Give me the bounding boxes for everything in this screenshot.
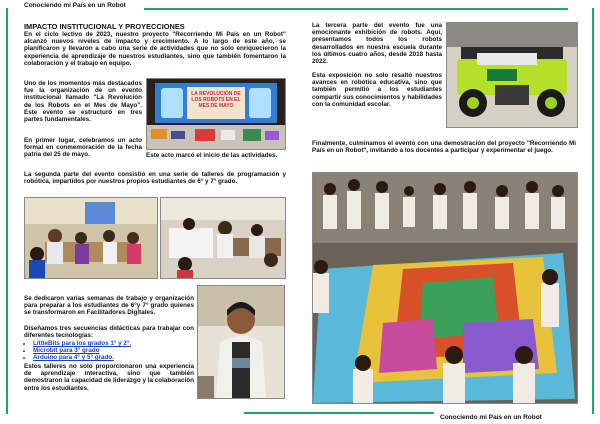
link-arduino[interactable]: • Arduino para 4° y 5° grado.: [33, 354, 203, 361]
robot-photo: [446, 22, 578, 128]
event-paragraph: Uno de los momentos más destacados fue la organización de un evento institucional llamado "La Revolución de los Robots en el Mes de Mayo". Este evento se estructuró en tres partes fundamentales.: [24, 80, 142, 124]
right-border: [592, 8, 594, 414]
first-part-paragraph: [24, 137, 142, 159]
footer-rule: [244, 412, 434, 414]
first-part-continued: Este acto marcó el inicio de las actividades.: [146, 152, 278, 159]
event-banner-illustration: [147, 79, 285, 149]
link-microbit[interactable]: • Microbit para 3° grado: [33, 347, 203, 354]
student-photo: [197, 285, 285, 399]
left-border: [6, 8, 8, 414]
closing-paragraph: Estos talleres no solo proporcionaron una experiencia de aprendizaje interactiva, sino que también demostraron la capacidad de liderazgo y la colaboración entre los estudiantes.: [24, 363, 194, 392]
exposition-paragraph: Esta exposición no solo resaltó nuestros avances en robótica educativa, sino que también permitió a los estudiantes compartir sus conocimientos y habilidades con la comunidad escolar.: [312, 72, 442, 108]
workshop-photo-2: [160, 197, 286, 279]
section-heading: IMPACTO INSTITUCIONAL Y PROYECCIONES: [24, 22, 185, 31]
intro-paragraph: En el ciclo lectivo de 2023, nuestro proyecto "Recorriendo Mi País en un Robot" alcanzó nuevos niveles de impacto y crecimiento. A lo largo de este año, se planificaron y llevaron a cabo una serie de actividades que no solo enriquecieron la experiencia de aprendizaje de nuestros estudiantes, sino que también fomentaron la colaboración y el trabajo en equipo.: [24, 31, 286, 67]
map-game-photo: [312, 172, 578, 404]
first-part-text: En primer lugar, celebramos un acto formal en conmemoración de la fecha patria del 25 de mayo.: [24, 137, 142, 159]
banner-text: LA REVOLUCIÓN DE LOS ROBOTS EN EL MES DE MAYO: [191, 91, 241, 109]
workshop-photo-1: [24, 197, 158, 279]
final-paragraph: Finalmente, culminamos el evento con una demostración del proyecto "Recorriendo Mi País en un Robot", invitando a los docentes a participar y experimentar el juego.: [312, 140, 576, 155]
link-littlebits[interactable]: • LittleBits para los grados 1° y 2°.: [33, 340, 203, 347]
second-part-paragraph: La segunda parte del evento consistió en una serie de talleres de programación y robótica, impartidos por nuestros propios estudiantes de 6° y 7° grado.: [24, 171, 286, 186]
header-title: Conociendo mi País en un Robot: [24, 2, 126, 9]
sequences-paragraph: Diseñamos tres secuencias didácticas para trabajar con diferentes tecnologías:: [24, 325, 194, 340]
technology-links: [24, 340, 203, 362]
header-rule: [144, 8, 568, 10]
facilitators-paragraph: Se dedicaron varias semanas de trabajo y organización para preparar a los estudiantes de 6°y 7° grado quienes se transformaron en Facilitadores Digitales.: [24, 295, 194, 317]
exhibition-paragraph: La tercera parte del evento fue una emocionante exhibición de robots. Aquí, presentamos todos los robots desarrollados en nuestra escuela durante los últimos cuatro años, desde 2018 hasta 2022.: [312, 22, 442, 66]
event-banner-photo: [146, 78, 286, 150]
footer-title: Conociendo mi País en un Robot: [440, 414, 542, 421]
